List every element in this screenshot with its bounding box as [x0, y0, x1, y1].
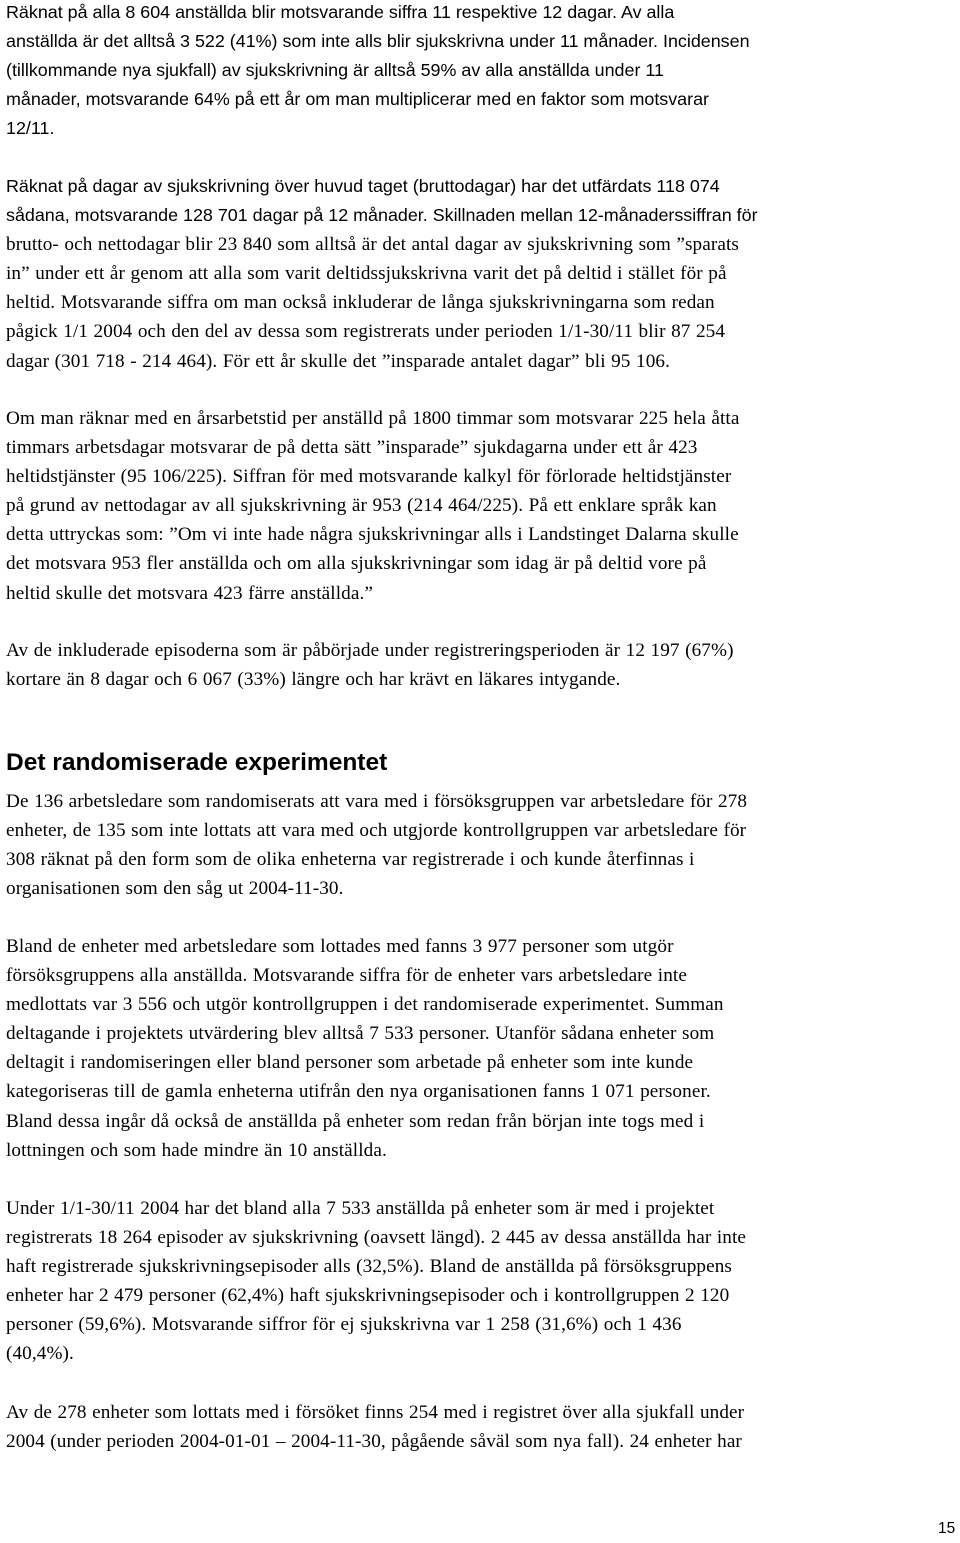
- text-line: Bland de enheter med arbetsledare som lottades med fanns 3 977 personer som utgör: [6, 936, 674, 957]
- text-line: (40,4%).: [6, 1343, 74, 1365]
- text-line: Bland dessa ingår då också de anställda på enheter som redan från början inte togs med i: [6, 1110, 705, 1132]
- paragraph-group-sizes: [6, 932, 958, 1165]
- text-line: [6, 201, 958, 230]
- text-line: Av de inkluderade episoderna som är påbörjade under registreringsperioden är 12 197 (67%): [6, 640, 734, 661]
- text-line: dagar (301 718 - 214 464). För ett år skulle det ”insparade antalet dagar” bli 95 106.: [6, 350, 670, 372]
- text-line: timmars arbetsdagar motsvarar de på detta sätt ”insparade” sjukdagarna under ett år 423: [6, 437, 698, 459]
- text-segment: sådana, motsvarande 128 701 dagar på 12 månader. Skillnaden mellan 12-månaderssiffran för: [6, 205, 758, 226]
- text-line: kategoriseras till de gamla enheterna utifrån den nya organisationen fanns 1 071 personer.: [6, 1081, 711, 1103]
- text-line: på grund av nettodagar av all sjukskrivning är 953 (214 464/225). På ett enklare språk kan: [6, 495, 717, 517]
- text-line: heltid skulle det motsvara 423 färre anställda.”: [6, 582, 373, 604]
- section-heading: Det randomiserade experimentet: [6, 749, 388, 776]
- text-line: 308 räknat på den form som de olika enheterna var registrerade i och kunde återfinnas i: [6, 849, 695, 871]
- text-line: organisationen som den såg ut 2004-11-30.: [6, 878, 344, 900]
- text-line: haft registrerade sjukskrivningsepisoder alls (32,5%). Bland de anställda på försöksgruppens: [6, 1256, 732, 1278]
- text-line: (tillkommande nya sjukfall) av sjukskrivning är alltså 59% av alla anställda under 11: [6, 60, 664, 81]
- text-line: heltid. Motsvarande siffra om man också inkluderar de långa sjukskrivningarna som redan: [6, 292, 715, 314]
- page-number: 15: [938, 1520, 956, 1537]
- text-line: medlottats var 3 556 och utgör kontrollgruppen i det randomiserade experimentet. Summan: [6, 994, 724, 1016]
- paragraph-randomized-supervisors: [6, 787, 958, 903]
- text-line: pågick 1/1 2004 och den del av dessa som registrerats under perioden 1/1-30/11 blir 87 254: [6, 321, 726, 343]
- text-line: månader, motsvarande 64% på ett år om man multiplicerar med en faktor som motsvarar: [6, 89, 710, 110]
- text-line: Av de 278 enheter som lottats med i försöket finns 254 med i registret över alla sjukfall under: [6, 1402, 745, 1423]
- text-line: personer (59,6%). Motsvarande siffror för ej sjukskrivna var 1 258 (31,6%) och 1 436: [6, 1314, 682, 1336]
- text-line: heltidstjänster (95 106/225). Siffran för med motsvarande kalkyl för förlorade heltidstjänster: [6, 466, 732, 488]
- paragraph-units-in-register: [6, 1398, 958, 1456]
- text-line: 12/11.: [6, 118, 55, 139]
- paragraph-full-time-positions: [6, 404, 958, 608]
- text-line: registrerats 18 264 episoder av sjukskrivning (oavsett längd). 2 445 av dessa anställda har inte: [6, 1227, 747, 1249]
- text-line: enheter har 2 479 personer (62,4%) haft sjukskrivningsepisoder och i kontrollgruppen 2 120: [6, 1285, 730, 1307]
- text-line: deltagit i randomiseringen eller bland personer som arbetade på enheter som inte kunde: [6, 1052, 694, 1074]
- text-line: detta uttryckas som: ”Om vi inte hade några sjukskrivningar alls i Landstinget Dalarna skulle: [6, 524, 739, 546]
- text-line: försöksgruppens alla anställda. Motsvarande siffra för de enheter vars arbetsledare inte: [6, 965, 687, 987]
- text-line: deltagande i projektets utvärdering blev alltså 7 533 personer. Utanför sådana enheter som: [6, 1023, 715, 1045]
- text-line: brutto- och nettodagar blir 23 840 som alltså är det antal dagar av sjukskrivning som ”sparats: [6, 234, 739, 256]
- paragraph-gross-days: [6, 172, 958, 376]
- text-line: Räknat på dagar av sjukskrivning över huvud taget (bruttodagar) har det utfärdats 118 074: [6, 176, 720, 196]
- text-line: 2004 (under perioden 2004-01-01 – 2004-11-30, pågående såväl som nya fall). 24 enheter har: [6, 1431, 742, 1453]
- text-line: det motsvara 953 fler anställda och om alla sjukskrivningar som idag är på deltid vore på: [6, 553, 707, 575]
- text-line: anställda är det alltså 3 522 (41%) som inte alls blir sjukskrivna under 11 månader. Incidensen: [6, 31, 750, 52]
- paragraph-episode-lengths: [6, 636, 958, 694]
- paragraph-absence-summary: [6, 0, 958, 143]
- text-line: Om man räknar med en årsarbetstid per anställd på 1800 timmar som motsvarar 225 hela åtta: [6, 408, 740, 429]
- text-line: Räknat på alla 8 604 anställda blir motsvarande siffra 11 respektive 12 dagar. Av alla: [6, 2, 675, 22]
- text-line: De 136 arbetsledare som randomiserats att vara med i försöksgruppen var arbetsledare för 278: [6, 791, 748, 812]
- text-line: Under 1/1-30/11 2004 har det bland alla 7 533 anställda på enheter som är med i projektet: [6, 1198, 715, 1219]
- paragraph-registered-episodes: [6, 1194, 958, 1369]
- text-line: lottningen och som hade mindre än 10 anställda.: [6, 1139, 387, 1161]
- text-line: in” under ett år genom att alla som varit deltidssjukskrivna varit det på deltid i stället för på: [6, 263, 727, 285]
- text-line: kortare än 8 dagar och 6 067 (33%) längre och har krävt en läkares intygande.: [6, 669, 621, 691]
- text-line: enheter, de 135 som inte lottats att vara med och utgjorde kontrollgruppen var arbetsledare för: [6, 820, 747, 842]
